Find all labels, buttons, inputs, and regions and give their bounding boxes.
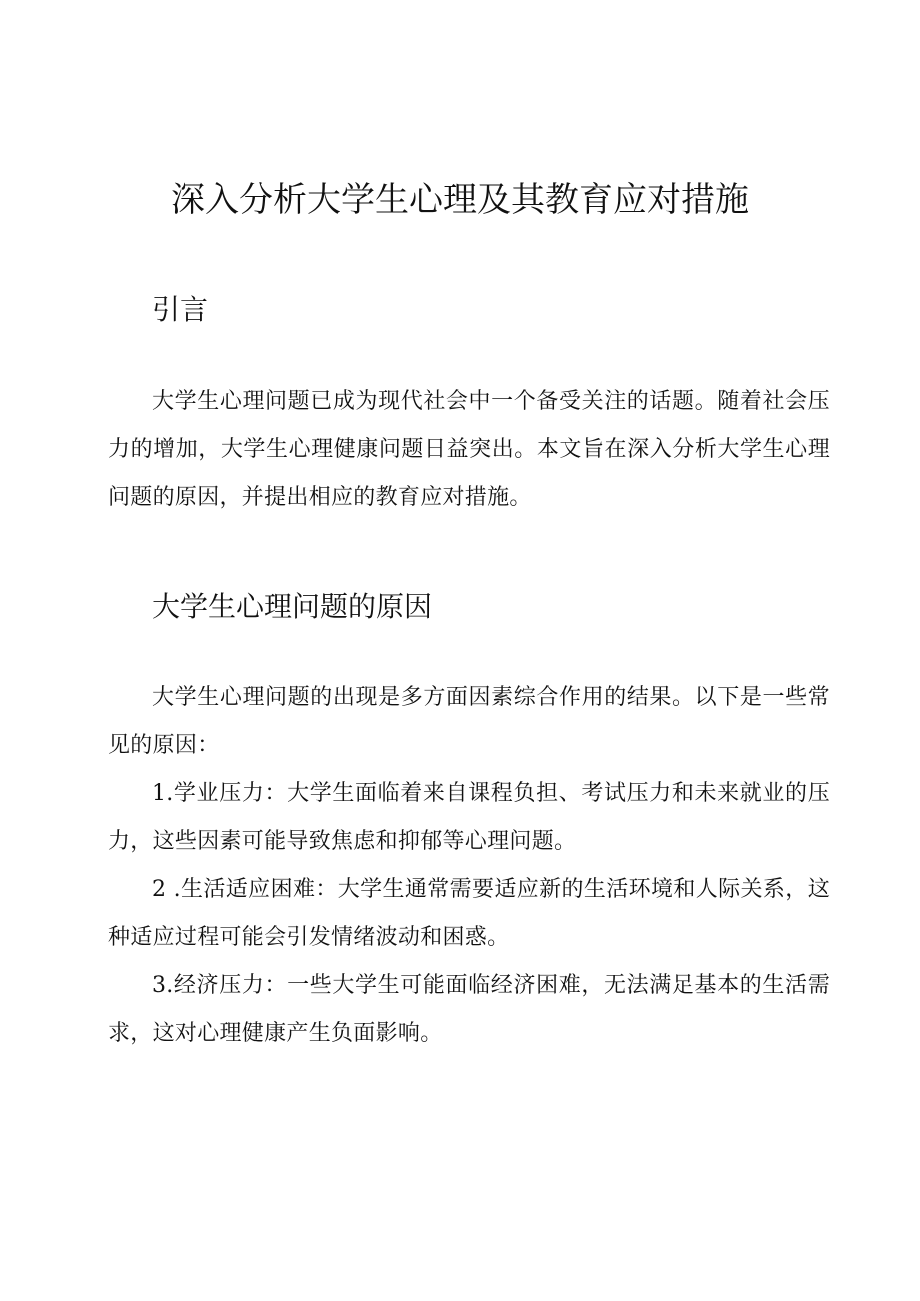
causes-intro-paragraph: 大学生心理问题的出现是多方面因素综合作用的结果。以下是一些常见的原因： (108, 685, 830, 758)
cause-item-adaptation: 2 .生活适应困难：大学生通常需要适应新的生活环境和人际关系，这种适应过程可能会引发情绪波动和困惑。 (108, 877, 830, 950)
document-title: 深入分析大学生心理及其教育应对措施 (171, 180, 749, 220)
cause-item-academic: 1.学业压力：大学生面临着来自课程负担、考试压力和未来就业的压力，这些因素可能导致焦虑和抑郁等心理问题。 (108, 781, 830, 854)
section-heading-causes: 大学生心理问题的原因 (152, 590, 433, 623)
intro-paragraph: 大学生心理问题已成为现代社会中一个备受关注的话题。随着社会压力的增加，大学生心理健康问题日益突出。本文旨在深入分析大学生心理问题的原因，并提出相应的教育应对措施。 (108, 389, 830, 510)
section-heading-intro: 引言 (152, 293, 209, 326)
cause-item-economic: 3.经济压力：一些大学生可能面临经济困难，无法满足基本的生活需求，这对心理健康产生负面影响。 (108, 973, 830, 1046)
